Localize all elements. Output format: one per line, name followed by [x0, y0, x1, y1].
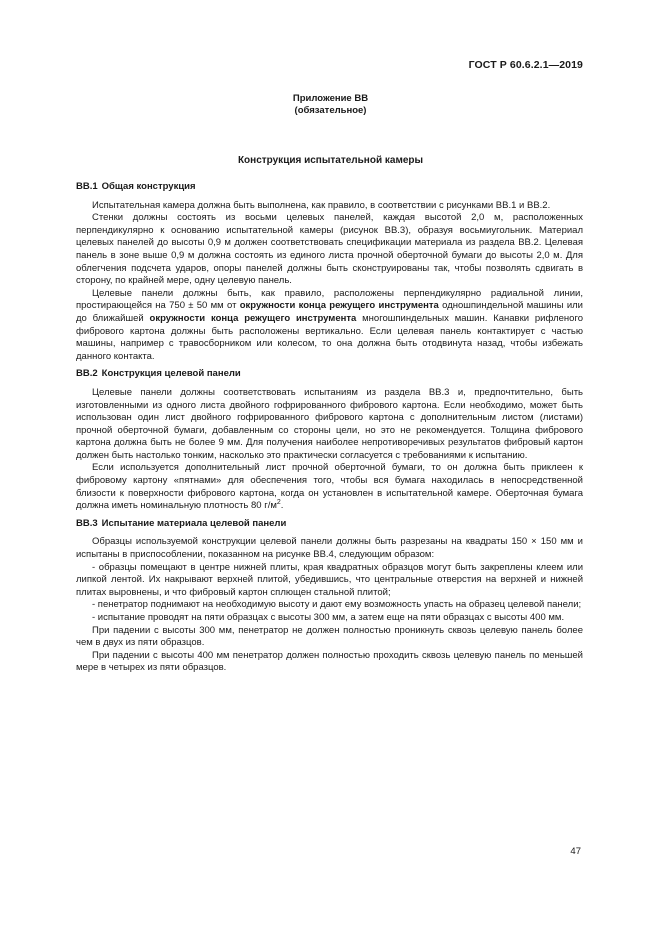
- section-title: Испытание материала целевой панели: [101, 517, 287, 529]
- paragraph: [76, 212, 583, 288]
- bold-term: окружности конца режущего инструмента: [149, 312, 357, 324]
- text-run: Если используется дополнительный лист прочной оберточной бумаги, то он должна быть приклеен к фибровому картону «пятнами» для обеспечения того, чтобы вся бумага находилась в непосредственной близости к поверхности фибрового картона, когда он установлен в испытательной камере. Оберточная бумага должна иметь номинальную плотность 80 г/м: [76, 462, 583, 512]
- paragraph: [76, 612, 583, 625]
- text-run: Испытательная камера должна быть выполнена, как правило, в соответствии с рисунками ВВ.1 и ВВ.2.: [92, 199, 551, 211]
- section-heading: [76, 518, 583, 531]
- paragraph: [76, 562, 583, 600]
- paragraph: [76, 200, 583, 213]
- paragraph: [76, 625, 583, 650]
- text-run: Целевые панели должны быть, как правило, расположены перпендикулярно радиальной линии, простирающейся на 750 ± 50 мм от: [76, 287, 583, 312]
- section-title: Конструкция целевой панели: [101, 368, 241, 380]
- text-run: Стенки должны состоять из восьми целевых панелей, каждая высотой 2,0 м, расположенных перпендикулярно к основанию испытательной камеры (рисунок ВВ.3), образуя восьмиугольник. Материал целевых панелей до высоты 0,9 м должен соответствовать спецификации материала из раздела ВВ.2. Целевая панель в зоне выше 0,9 м должна состоять из единого листа прочной оберточной бумаги до высоты 2,0 м. Для облегчения подсчета ударов, опоры панелей должны быть сконструированы так, чтобы позволять сдвигать в сторону, по крайней мере, одну целевую панель.: [76, 212, 583, 287]
- text-run: многошпиндельных машин. Канавки рифленого фибрового картона должны быть расположены вертикально. Если целевая панель контактирует с частью машины, например с травосборником или колесом, то она должна быть отодвинута назад, чтобы избежать данного контакта.: [76, 312, 583, 362]
- text-run: Образцы используемой конструкции целевой панели должны быть разрезаны на квадраты 150 × 150 мм и испытаны в приспособлении, показанном на рисунке ВВ.4, следующим образом:: [76, 536, 583, 561]
- text-run: - испытание проводят на пяти образцах с высоты 300 мм, а затем еще на пяти образцах с высоты 400 мм.: [92, 612, 565, 623]
- paragraph: [76, 288, 583, 364]
- paragraph: [76, 536, 583, 561]
- section-heading: [76, 181, 583, 194]
- superscript: 2: [276, 499, 281, 507]
- paragraph: [76, 387, 583, 463]
- bold-term: окружности конца режущего инструмента: [239, 300, 439, 312]
- section-number: ВВ.2: [76, 368, 98, 380]
- paragraph: [76, 650, 583, 675]
- section: [76, 181, 583, 363]
- section: [76, 368, 583, 513]
- annex-heading: [0, 93, 661, 116]
- chapter-title: Конструкция испытательной камеры: [237, 155, 424, 166]
- annex-title: Приложение ВВ: [292, 93, 369, 104]
- standard-designation: ГОСТ Р 60.6.2.1—2019: [468, 59, 583, 71]
- text-run: .: [280, 500, 284, 512]
- text-run: - пенетратор поднимают на необходимую высоту и дают ему возможность упасть на образец целевой панели;: [92, 599, 582, 611]
- document-body: [76, 181, 583, 680]
- section: [76, 518, 583, 675]
- text-run: При падении с высоты 400 мм пенетратор должен полностью проходить сквозь целевую панель по меньшей мере в четырех из пяти образцов.: [76, 649, 583, 674]
- paragraph: [76, 462, 583, 512]
- paragraph: [76, 599, 583, 612]
- annex-status: (обязательное): [294, 104, 367, 116]
- section-title: Общая конструкция: [101, 181, 196, 192]
- page-number: 47: [570, 846, 581, 857]
- text-run: одношпиндельной машины или до ближайшей: [76, 300, 583, 324]
- text-run: При падении с высоты 300 мм, пенетратор не должен полностью проникнуть сквозь целевую панель более чем в двух из пяти образцов.: [76, 624, 583, 649]
- section-heading: [76, 368, 583, 381]
- text-run: Целевые панели должны соответствовать испытаниям из раздела ВВ.3 и, предпочтительно, быть изготовленными из одного листа двойного гофрированного фибрового картона. Если необходимо, может быть использован один лист двойного гофрированного фибрового картона с дополнительным листом (листами) прочной оберточной бумаги, добавленным со стороны цели, но это не рекомендуется. Толщина фибрового картона должна быть не более 9 мм. Для получения наиболее непротиворечивых результатов фибровый картон должен быть настолько тонким, насколько это практически согласуется с требованиями к испытанию.: [76, 386, 583, 461]
- section-number: ВВ.3: [76, 517, 98, 529]
- text-run: - образцы помещают в центре нижней плиты, края квадратных образцов могут быть закреплены клеем или липкой лентой. Их накрывают верхней плитой, убедившись, что центральные отверстия на верхней и нижней плитах выровнены, и что фибровый картон сплющен стальной плитой;: [76, 561, 583, 598]
- section-number: ВВ.1: [76, 181, 98, 192]
